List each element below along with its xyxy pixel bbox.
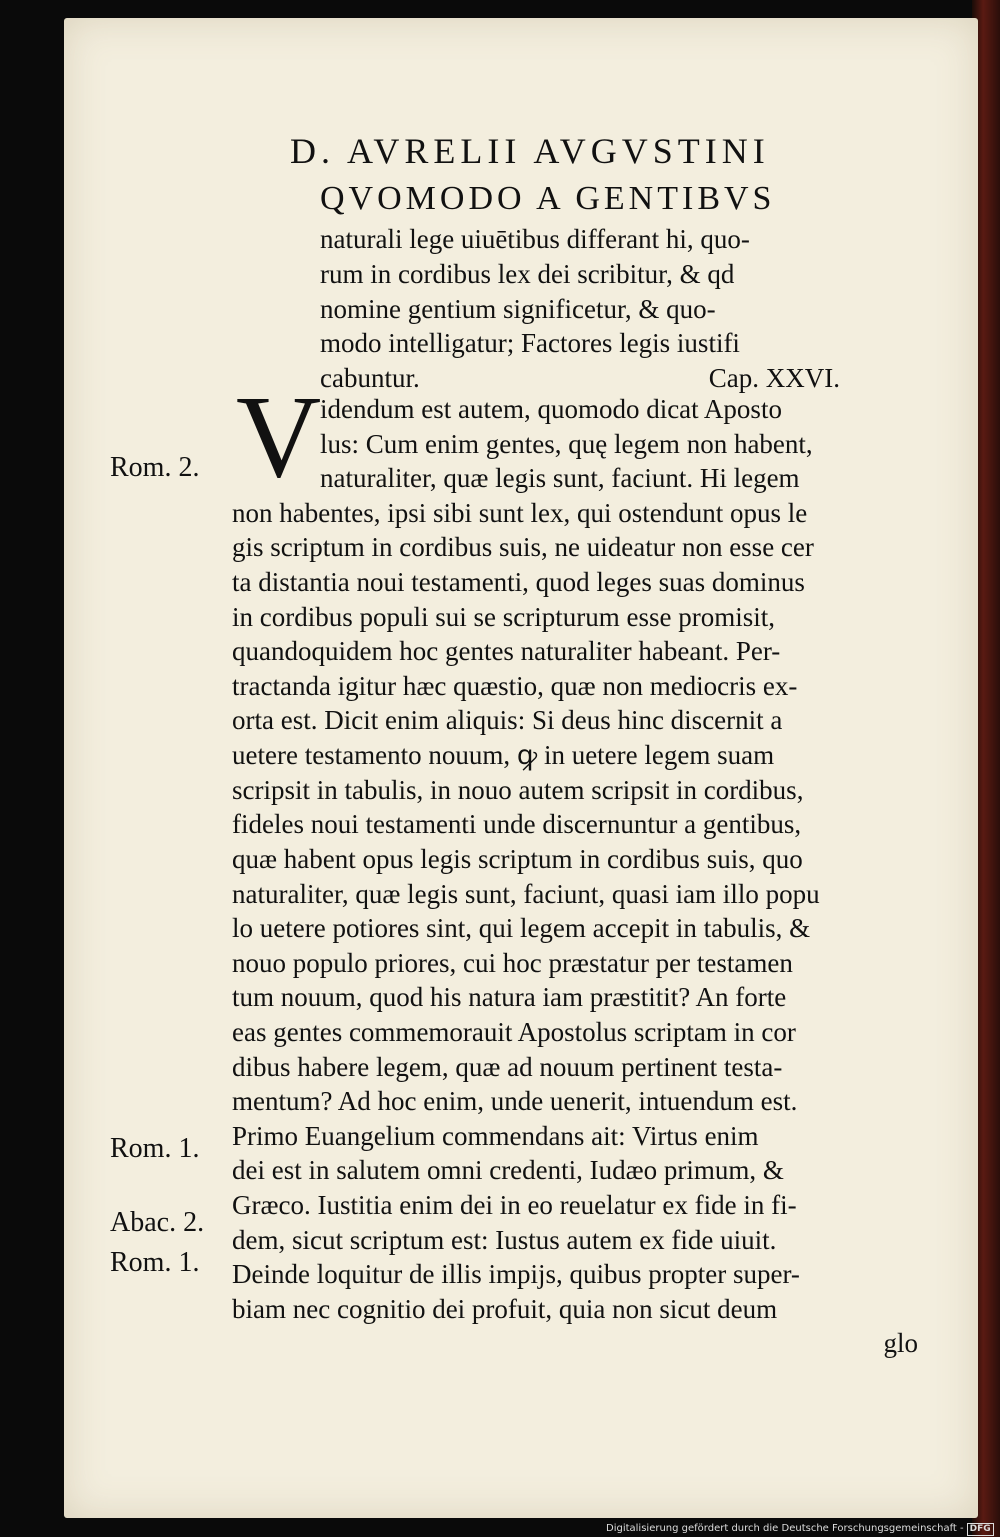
body-line: tum nouum, quod his natura iam præstitit? An forte	[232, 982, 787, 1013]
body-line: scripsit in tabulis, in nouo autem scripsit in cordibus,	[232, 774, 804, 805]
chapter-summary-line: rum in cordibus lex dei scribitur, & qd	[320, 258, 735, 289]
catchword: glo	[883, 1328, 918, 1359]
body-line: idendum est autem, quomodo dicat Aposto	[320, 394, 782, 424]
body-line: eas gentes commemorauit Apostolus scriptam in cor	[232, 1016, 796, 1047]
chapter-summary-end: cabuntur.	[320, 363, 420, 394]
body-line: nouo populo priores, cui hoc præstatur per testamen	[232, 947, 793, 978]
body-line: orta est. Dicit enim aliquis: Si deus hinc discernit a	[232, 705, 783, 736]
body-line: naturaliter, quæ legis sunt, faciunt, quasi iam illo popu	[232, 878, 820, 909]
body-line: Græco. Iustitia enim dei in eo reuelatur ex fide in fi-	[232, 1190, 797, 1221]
chapter-summary-line: naturali lege uiuētibus differant hi, quo-	[320, 224, 750, 254]
body-line: mentum? Ad hoc enim, unde uenerit, intuendum est.	[232, 1086, 798, 1117]
body-line: quæ habent opus legis scriptum in cordibus suis, quo	[232, 843, 803, 874]
body-line: gis scriptum in cordibus suis, ne uideatur non esse cer	[232, 532, 814, 563]
body-line: in cordibus populi sui se scripturum esse promisit,	[232, 601, 775, 632]
chapter-heading: QVOMODO A GENTIBVS	[320, 180, 776, 217]
body-line: non habentes, ipsi sibi sunt lex, qui ostendunt opus le	[232, 497, 808, 528]
body-line: lo uetere potiores sint, qui legem accepit in tabulis, &	[232, 913, 811, 944]
digitization-credit	[606, 1521, 1000, 1537]
body-line: dei est in salutem omni credenti, Iudæo primum, &	[232, 1155, 784, 1186]
body-line: lus: Cum enim gentes, quę legem non habent,	[320, 428, 813, 459]
margin-note-rom-2: Rom. 2.	[110, 452, 200, 483]
digitization-credit-text: Digitalisierung gefördert durch die Deutsche Forschungsgemeinschaft -	[606, 1523, 964, 1534]
margin-note-abac-2: Abac. 2.	[110, 1207, 205, 1238]
body-line: tractanda igitur hæc quæstio, quæ non mediocris ex-	[232, 670, 798, 701]
chapter-summary-line: modo intelligatur; Factores legis iustifi	[320, 328, 740, 359]
chapter-summary-line: nomine gentium significetur, & quo-	[320, 293, 716, 324]
dfg-logo: DFG	[967, 1523, 994, 1536]
chapter-number: Cap. XXVI.	[708, 363, 840, 394]
body-line: dem, sicut scriptum est: Iustus autem ex fide uiuit.	[232, 1224, 777, 1255]
chapter-summary-last-line	[320, 361, 840, 396]
body-line: quandoquidem hoc gentes naturaliter habeant. Per-	[232, 636, 781, 667]
body-line: fideles noui testamenti unde discernuntur a gentibus,	[232, 809, 802, 840]
body-line: biam nec cognitio dei profuit, quia non sicut deum	[232, 1293, 778, 1324]
body-line: Deinde loquitur de illis impijs, quibus propter super-	[232, 1259, 800, 1290]
body-line: naturaliter, quæ legis sunt, faciunt. Hi legem	[320, 463, 800, 494]
body-line: Primo Euangelium commendans ait: Virtus enim	[232, 1120, 759, 1151]
body-line: ta distantia noui testamenti, quod leges suas dominus	[232, 567, 805, 598]
drop-cap-initial: V	[236, 371, 322, 502]
running-head: D. AVRELII AVGVSTINI	[290, 131, 770, 171]
chapter-summary	[320, 222, 840, 396]
body-line: dibus habere legem, quæ ad nouum pertinent testa-	[232, 1051, 783, 1082]
body-line: uetere testamento nouum, ꝙ in uetere legem suam	[232, 740, 775, 771]
body-text	[232, 392, 922, 1361]
margin-note-rom-1: Rom. 1.	[110, 1133, 200, 1164]
margin-note-rom-1-second: Rom. 1.	[110, 1247, 200, 1278]
